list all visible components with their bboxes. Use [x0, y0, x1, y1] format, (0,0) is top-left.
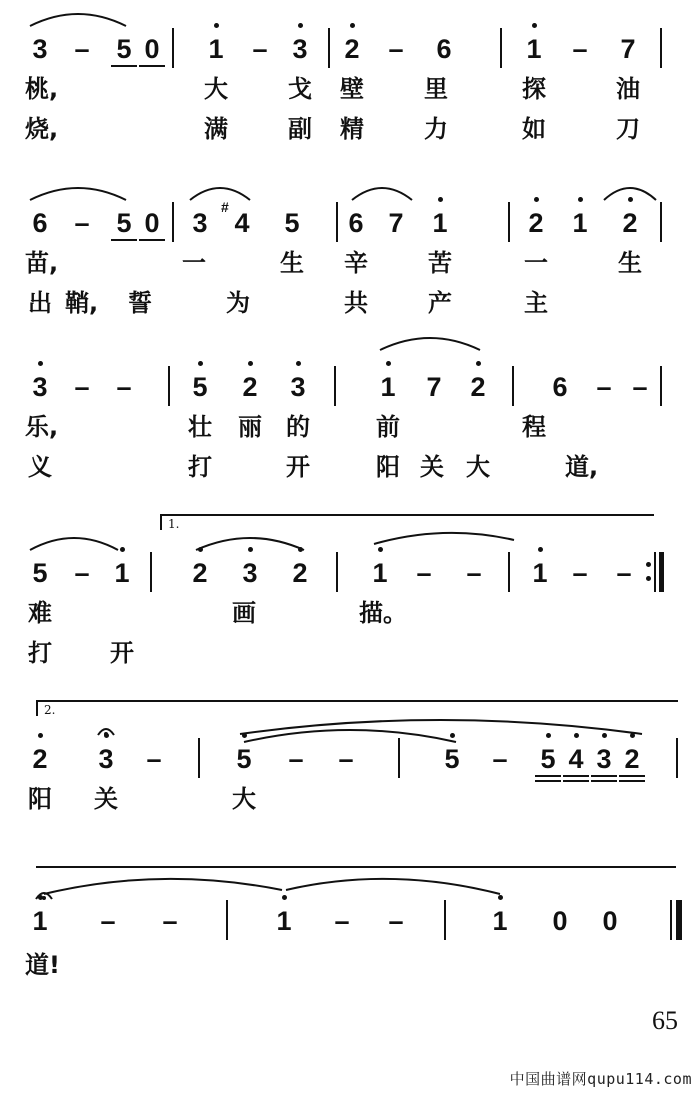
note-dash	[329, 744, 363, 774]
octave-dot	[386, 361, 391, 366]
barline	[336, 202, 338, 242]
lyric-verse-1: 难	[28, 599, 52, 627]
note-digit: 3	[290, 372, 306, 402]
note-digit: 2	[292, 558, 308, 588]
underline	[111, 65, 137, 67]
jianpu-note	[461, 372, 495, 402]
note-digit: –	[572, 558, 588, 588]
jianpu-note	[523, 558, 557, 588]
underline	[619, 780, 645, 782]
lyric-verse-1: 生	[280, 249, 304, 277]
jianpu-note	[105, 558, 139, 588]
note-dash	[243, 34, 277, 64]
lyric-verse-1: 画	[232, 599, 256, 627]
jianpu-note	[221, 199, 259, 238]
barline	[336, 552, 338, 592]
lyric-verse-2: 打	[28, 639, 52, 667]
note-digit: –	[416, 558, 432, 588]
note-digit: –	[252, 34, 268, 64]
note-digit: 2	[624, 744, 640, 774]
note-digit: 2	[32, 744, 48, 774]
note-digit: –	[616, 558, 632, 588]
volta-label: 2.	[44, 703, 56, 717]
note-digit: 7	[388, 208, 404, 238]
sharp-sign: #	[221, 199, 229, 215]
jianpu-note	[423, 208, 457, 238]
jianpu-note	[283, 558, 317, 588]
note-digit: 5	[236, 744, 252, 774]
jianpu-note	[23, 34, 57, 64]
note-digit: 1	[432, 208, 448, 238]
note-digit: 2	[344, 34, 360, 64]
underline	[535, 780, 561, 782]
lyric-verse-2: 共	[344, 289, 368, 317]
barline	[500, 28, 502, 68]
note-digit: 6	[436, 34, 452, 64]
barline	[172, 28, 174, 68]
lyric-verse-1: 乐,	[25, 413, 59, 441]
repeat-dot	[646, 562, 651, 567]
jianpu-note	[427, 34, 461, 64]
note-dash	[379, 34, 413, 64]
octave-dot	[438, 197, 443, 202]
lyric-verse-1: 丽	[238, 413, 262, 441]
jianpu-note	[615, 744, 649, 774]
note-dash	[279, 744, 313, 774]
lyric-verse-2: 精	[340, 115, 364, 143]
note-dash	[587, 372, 621, 402]
jianpu-note	[23, 906, 57, 936]
octave-dot	[578, 197, 583, 202]
octave-dot	[574, 733, 579, 738]
note-digit: –	[162, 906, 178, 936]
octave-dot	[242, 733, 247, 738]
note-digit: 1	[380, 372, 396, 402]
underline	[535, 775, 561, 777]
lyric-verse-1: 一	[524, 249, 548, 277]
octave-dot	[498, 895, 503, 900]
jianpu-note	[611, 34, 645, 64]
octave-dot	[538, 547, 543, 552]
note-digit: 3	[242, 558, 258, 588]
lyric-verse-2: 大	[466, 453, 490, 481]
octave-dot	[214, 23, 219, 28]
watermark: 中国曲谱网qupu114.com	[509, 1070, 692, 1088]
thin-line	[654, 552, 656, 592]
note-digit: 1	[372, 558, 388, 588]
note-dash	[563, 34, 597, 64]
note-digit: 5	[116, 208, 132, 238]
barline	[150, 552, 152, 592]
jianpu-note	[89, 744, 123, 774]
score-system	[0, 34, 700, 174]
octave-dot	[534, 197, 539, 202]
lyric-verse-2: 如	[522, 115, 546, 143]
underline	[563, 780, 589, 782]
volta-bracket-2	[36, 700, 678, 716]
octave-dot	[298, 23, 303, 28]
lyric-verse-1: 苦	[428, 249, 452, 277]
thin-line	[670, 900, 672, 940]
lyric-verse-2: 打	[188, 453, 212, 481]
note-dash	[65, 372, 99, 402]
note-digit: 0	[144, 208, 160, 238]
note-digit: 2	[622, 208, 638, 238]
jianpu-note	[371, 372, 405, 402]
note-dash	[325, 906, 359, 936]
lyric-verse-1: 生	[618, 249, 642, 277]
jianpu-note	[233, 558, 267, 588]
jianpu-note	[543, 372, 577, 402]
note-digit: 6	[32, 208, 48, 238]
system-rule	[36, 866, 676, 868]
note-dash	[65, 558, 99, 588]
note-digit: 3	[596, 744, 612, 774]
note-digit: –	[334, 906, 350, 936]
jianpu-note	[517, 34, 551, 64]
barline	[660, 202, 662, 242]
note-digit: 5	[116, 34, 132, 64]
note-digit: –	[596, 372, 612, 402]
lyric-verse-2: 道,	[565, 453, 599, 481]
note-digit: –	[492, 744, 508, 774]
lyric-verse-2: 烧,	[25, 115, 59, 143]
lyric-verse-1: 桃,	[25, 75, 59, 103]
note-digit: 5	[284, 208, 300, 238]
octave-dot	[198, 547, 203, 552]
note-digit: 2	[242, 372, 258, 402]
lyric-verse-2: 为	[226, 289, 250, 317]
note-digit: 6	[552, 372, 568, 402]
underline	[591, 775, 617, 777]
barline	[334, 366, 336, 406]
lyric-verse-2: 誓	[128, 289, 152, 317]
jianpu-note	[563, 208, 597, 238]
note-digit: 2	[470, 372, 486, 402]
note-digit: 2	[192, 558, 208, 588]
jianpu-note	[435, 744, 469, 774]
note-digit: –	[116, 372, 132, 402]
barline	[512, 366, 514, 406]
note-digit: 5	[192, 372, 208, 402]
underline	[591, 780, 617, 782]
octave-dot	[630, 733, 635, 738]
lyric-verse-1: 大	[232, 785, 256, 813]
note-digit: –	[146, 744, 162, 774]
underline	[619, 775, 645, 777]
note-dash	[563, 558, 597, 588]
lyric-verse-2: 鞘,	[65, 289, 99, 317]
note-dash	[137, 744, 171, 774]
lyric-verse-1: 壮	[188, 413, 212, 441]
note-digit: 1	[572, 208, 588, 238]
note-digit: 0	[552, 906, 568, 936]
note-dash	[65, 208, 99, 238]
note-digit: –	[388, 906, 404, 936]
note-dash	[153, 906, 187, 936]
jianpu-note	[335, 34, 369, 64]
lyric-verse-1: 前	[376, 413, 400, 441]
volta-label: 1.	[168, 517, 180, 531]
fermata-icon	[96, 722, 116, 736]
thick-line	[676, 900, 682, 940]
note-digit: 0	[602, 906, 618, 936]
lyric-verse-1: 辛	[344, 249, 368, 277]
lyric-verse-2: 义	[28, 453, 52, 481]
volta-bracket-1	[160, 514, 654, 530]
octave-dot	[378, 547, 383, 552]
lyric-verse-2: 副	[288, 115, 312, 143]
note-digit: –	[74, 372, 90, 402]
note-digit: 1	[208, 34, 224, 64]
jianpu-note	[417, 372, 451, 402]
note-digit: 3	[32, 372, 48, 402]
barline	[328, 28, 330, 68]
jianpu-note	[267, 906, 301, 936]
jianpu-note	[283, 34, 317, 64]
lyric-verse-2: 开	[286, 453, 310, 481]
note-dash	[65, 34, 99, 64]
thick-line	[659, 552, 664, 592]
barline	[444, 900, 446, 940]
jianpu-note	[233, 372, 267, 402]
octave-dot	[38, 733, 43, 738]
lyric-verse-1: 程	[522, 413, 546, 441]
note-digit: –	[100, 906, 116, 936]
octave-dot	[298, 547, 303, 552]
jianpu-note	[543, 906, 577, 936]
jianpu-note	[275, 208, 309, 238]
lyric-verse-1: 描。	[359, 599, 407, 627]
barline	[508, 552, 510, 592]
note-digit: 5	[444, 744, 460, 774]
lyric-verse-2: 阳	[376, 453, 400, 481]
octave-dot	[450, 733, 455, 738]
note-digit: –	[338, 744, 354, 774]
note-digit: –	[572, 34, 588, 64]
barline	[172, 202, 174, 242]
underline	[139, 65, 165, 67]
note-digit: 3	[192, 208, 208, 238]
score-system	[0, 517, 700, 698]
note-digit: –	[74, 34, 90, 64]
note-digit: –	[74, 208, 90, 238]
octave-dot	[248, 547, 253, 552]
jianpu-note	[23, 208, 57, 238]
lyric-verse-1: 关	[94, 785, 118, 813]
note-digit: 1	[114, 558, 130, 588]
lyric-verse-1: 一	[182, 249, 206, 277]
lyric-verse-2: 产	[428, 289, 452, 317]
jianpu-note	[23, 372, 57, 402]
note-digit: 3	[32, 34, 48, 64]
note-digit: 4	[568, 744, 584, 774]
score-system	[0, 703, 700, 884]
lyric-verse-1: 的	[286, 413, 310, 441]
note-digit: –	[388, 34, 404, 64]
lyric-verse-1: 大	[204, 75, 228, 103]
note-digit: –	[74, 558, 90, 588]
jianpu-note	[363, 558, 397, 588]
jianpu-note	[227, 744, 261, 774]
note-digit: 3	[98, 744, 114, 774]
note-digit: 1	[532, 558, 548, 588]
lyric-verse-2: 关	[420, 453, 444, 481]
jianpu-note	[135, 34, 169, 64]
underline	[563, 775, 589, 777]
lyric-verse-1: 油	[616, 75, 640, 103]
barline	[676, 738, 678, 778]
note-dash	[623, 372, 657, 402]
octave-dot	[38, 361, 43, 366]
jianpu-note	[379, 208, 413, 238]
jianpu-note	[519, 208, 553, 238]
note-digit: 7	[620, 34, 636, 64]
jianpu-note	[23, 558, 57, 588]
note-digit: 5	[32, 558, 48, 588]
note-digit: –	[632, 372, 648, 402]
octave-dot	[350, 23, 355, 28]
note-digit: 1	[32, 906, 48, 936]
barline	[660, 366, 662, 406]
octave-dot	[198, 361, 203, 366]
lyric-verse-2: 力	[424, 115, 448, 143]
score-system	[0, 372, 700, 512]
lyric-verse-2: 主	[524, 289, 548, 317]
page-number: 65	[652, 1006, 678, 1035]
note-digit: 1	[492, 906, 508, 936]
lyric-verse-1: 壁	[340, 75, 364, 103]
note-digit: 2	[528, 208, 544, 238]
barline	[398, 738, 400, 778]
octave-dot	[602, 733, 607, 738]
barline	[508, 202, 510, 242]
underline	[111, 239, 137, 241]
octave-dot	[248, 361, 253, 366]
lyric-verse-1: 里	[424, 75, 448, 103]
octave-dot	[120, 547, 125, 552]
barline	[168, 366, 170, 406]
lyric-verse-1: 苗,	[25, 249, 59, 277]
note-dash	[407, 558, 441, 588]
lyric-verse-1: 道!	[25, 951, 60, 979]
note-dash	[457, 558, 491, 588]
jianpu-note	[593, 906, 627, 936]
barline	[226, 900, 228, 940]
note-digit: 1	[276, 906, 292, 936]
lyric-verse-1: 阳	[28, 785, 52, 813]
jianpu-note	[281, 372, 315, 402]
lyric-verse-2: 满	[204, 115, 228, 143]
octave-dot	[476, 361, 481, 366]
note-dash	[91, 906, 125, 936]
note-dash	[483, 744, 517, 774]
jianpu-note	[613, 208, 647, 238]
lyric-verse-1: 戈	[288, 75, 312, 103]
note-dash	[379, 906, 413, 936]
note-dash	[607, 558, 641, 588]
note-digit: 5	[540, 744, 556, 774]
jianpu-note	[183, 372, 217, 402]
barline	[198, 738, 200, 778]
underline	[139, 239, 165, 241]
lyric-verse-1: 探	[522, 75, 546, 103]
octave-dot	[296, 361, 301, 366]
lyric-verse-2: 刀	[616, 115, 640, 143]
octave-dot	[282, 895, 287, 900]
note-dash	[107, 372, 141, 402]
score-system	[0, 199, 700, 348]
barline	[660, 28, 662, 68]
octave-dot	[532, 23, 537, 28]
note-digit: 7	[426, 372, 442, 402]
note-digit: 0	[144, 34, 160, 64]
note-digit: –	[288, 744, 304, 774]
jianpu-note	[183, 558, 217, 588]
note-digit: 3	[292, 34, 308, 64]
jianpu-note	[339, 208, 373, 238]
jianpu-note	[183, 208, 217, 238]
jianpu-note	[23, 744, 57, 774]
lyric-verse-2: 开	[110, 639, 134, 667]
fermata-icon	[34, 886, 54, 900]
jianpu-note	[199, 34, 233, 64]
score-system	[0, 906, 700, 1046]
jianpu-note	[483, 906, 517, 936]
repeat-dot	[646, 576, 651, 581]
note-digit: 1	[526, 34, 542, 64]
note-digit: –	[466, 558, 482, 588]
note-digit: 4	[234, 208, 250, 238]
note-digit: 6	[348, 208, 364, 238]
octave-dot	[546, 733, 551, 738]
jianpu-note	[135, 208, 169, 238]
octave-dot	[628, 197, 633, 202]
lyric-verse-2: 出	[28, 289, 52, 317]
